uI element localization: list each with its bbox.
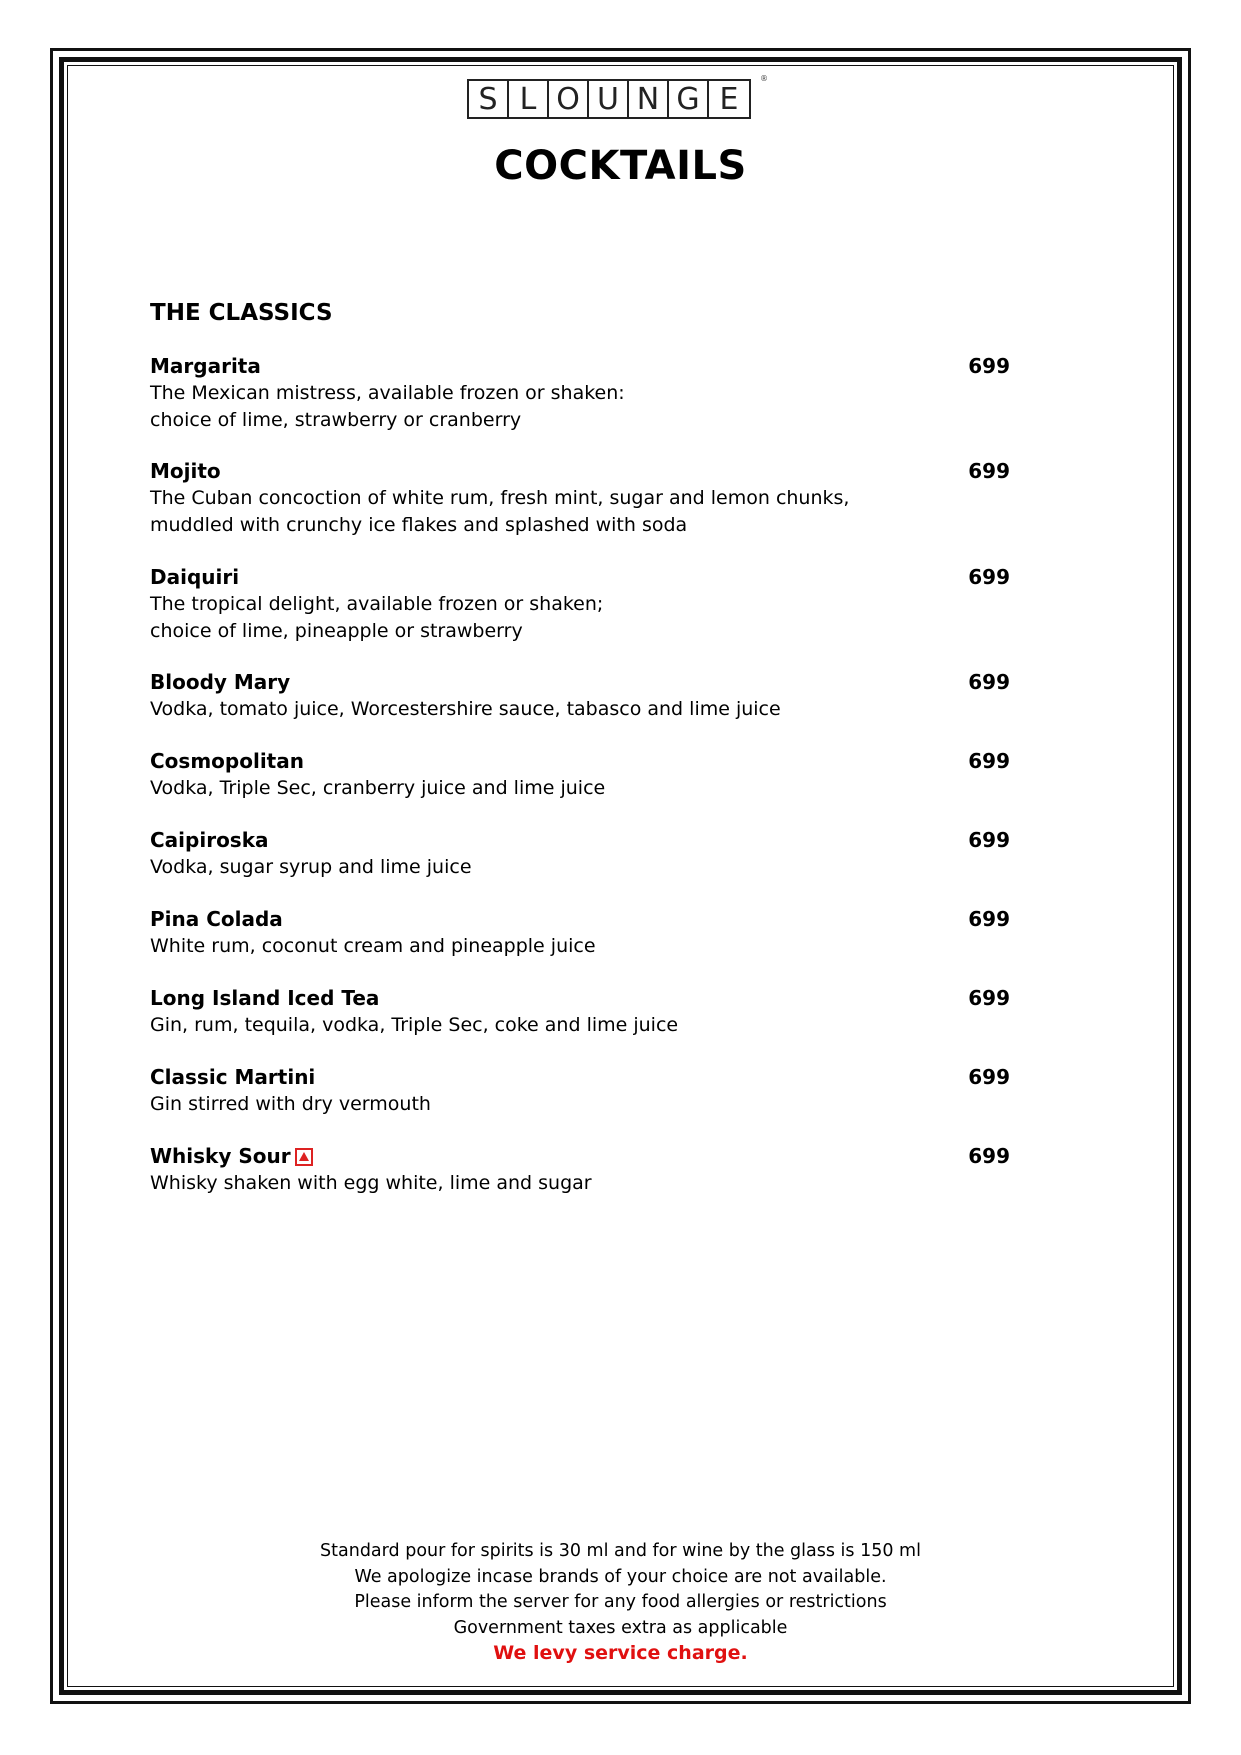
menu-item-description: White rum, coconut cream and pineapple juice: [150, 935, 596, 957]
menu-item-price: 699: [968, 459, 1010, 483]
menu-item-price: 699: [968, 828, 1010, 852]
menu-item-name: [150, 353, 261, 380]
menu-item-name-text: Caipiroska: [150, 828, 269, 852]
menu-item: [150, 669, 1010, 723]
service-charge-note: We levy service charge.: [493, 1642, 748, 1664]
menu-item-price: 699: [968, 1144, 1010, 1168]
menu-item-name: [150, 1143, 313, 1170]
logo-letter: L: [509, 81, 549, 117]
menu-item-name: [150, 1064, 315, 1091]
footer-line: We apologize incase brands of your choice are not available.: [354, 1566, 887, 1587]
menu-item-name-text: Daiquiri: [150, 565, 240, 589]
menu-item-name-text: Whisky Sour: [150, 1144, 291, 1168]
menu-item-description: Gin, rum, tequila, vodka, Triple Sec, coke and lime juice: [150, 1014, 679, 1036]
menu-item: [150, 564, 1010, 645]
logo-letter: O: [549, 81, 589, 117]
menu-item: [150, 353, 1010, 434]
menu-item-name-text: Bloody Mary: [150, 670, 291, 694]
logo-letter: N: [629, 81, 669, 117]
menu-item-name: [150, 748, 304, 775]
menu-item-description: Whisky shaken with egg white, lime and sugar: [150, 1172, 592, 1194]
menu-item-name-text: Long Island Iced Tea: [150, 986, 380, 1010]
menu-item-description: Vodka, tomato juice, Worcestershire sauce, tabasco and lime juice: [150, 698, 781, 720]
menu-item-name: [150, 906, 283, 933]
registered-mark: ®: [760, 74, 768, 83]
menu-item: [150, 827, 1010, 881]
menu-item-name-text: Cosmopolitan: [150, 749, 304, 773]
menu-item-description: Vodka, sugar syrup and lime juice: [150, 856, 472, 878]
menu-item: [150, 748, 1010, 802]
menu-item-price: 699: [968, 749, 1010, 773]
menu-item-name: [150, 827, 269, 854]
menu-item-description: The tropical delight, available frozen or shaken; choice of lime, pineapple or strawberry: [150, 593, 604, 642]
menu-item-name-text: Margarita: [150, 354, 261, 378]
menu-item: [150, 1143, 1010, 1197]
menu-item-name-text: Pina Colada: [150, 907, 283, 931]
menu-item-price: 699: [968, 1065, 1010, 1089]
section-heading: THE CLASSICS: [150, 300, 333, 326]
menu-item-name-text: Mojito: [150, 459, 221, 483]
menu-item-name: [150, 985, 379, 1012]
menu-item-name-text: Classic Martini: [150, 1065, 316, 1089]
menu-item: [150, 1064, 1010, 1118]
logo-letter: G: [669, 81, 709, 117]
menu-item-price: 699: [968, 670, 1010, 694]
menu-item-price: 699: [968, 986, 1010, 1010]
menu-item-description: Gin stirred with dry vermouth: [150, 1093, 431, 1115]
menu-item-description: Vodka, Triple Sec, cranberry juice and lime juice: [150, 777, 606, 799]
menu-item-description: The Cuban concoction of white rum, fresh mint, sugar and lemon chunks, muddled with crunchy ice flakes and splashed with soda: [150, 487, 850, 536]
menu-item-price: 699: [968, 354, 1010, 378]
menu-item-price: 699: [968, 907, 1010, 931]
logo-letter: U: [589, 81, 629, 117]
page-title: COCKTAILS: [494, 143, 747, 189]
slounge-logo: [467, 79, 751, 119]
egg-marker-icon: [295, 1148, 313, 1166]
menu-item-name: [150, 564, 239, 591]
menu-item-description: The Mexican mistress, available frozen or shaken: choice of lime, strawberry or cranberry: [150, 382, 625, 431]
menu-item-price: 699: [968, 565, 1010, 589]
footer-line: Standard pour for spirits is 30 ml and for wine by the glass is 150 ml: [320, 1541, 921, 1561]
logo-letter: E: [719, 81, 739, 117]
logo-letter: S: [469, 81, 509, 117]
footer-line: Please inform the server for any food allergies or restrictions: [354, 1592, 887, 1612]
menu-item: [150, 458, 1010, 539]
menu-item-name: [150, 669, 290, 696]
menu-item-name: [150, 458, 221, 485]
footer-notes: [0, 1539, 1241, 1667]
menu-item: [150, 985, 1010, 1039]
menu-item: [150, 906, 1010, 960]
footer-line: Government taxes extra as applicable: [453, 1617, 788, 1638]
